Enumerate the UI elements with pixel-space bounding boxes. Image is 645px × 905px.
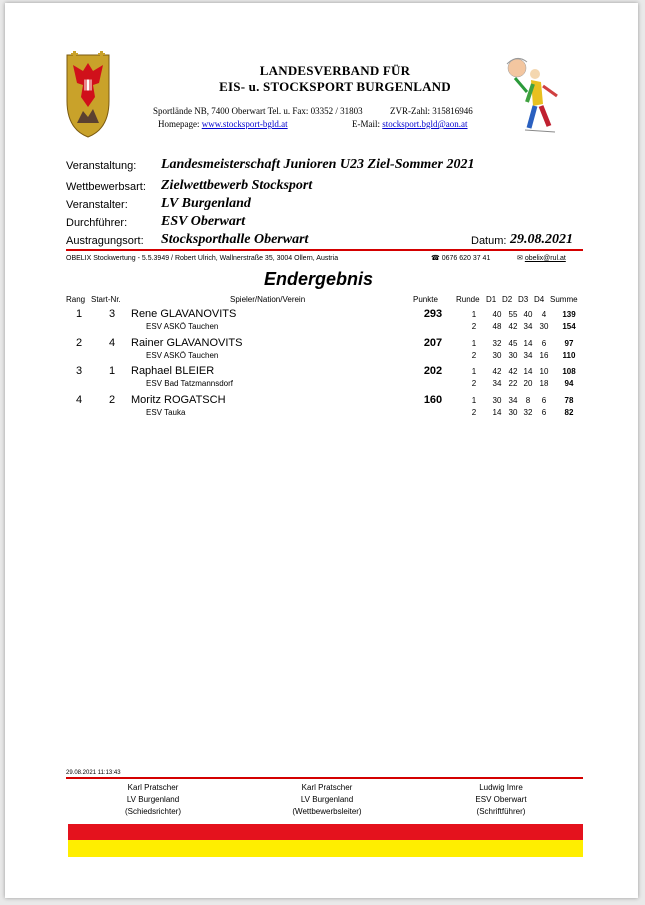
official-3 (431, 782, 571, 818)
official-org: LV Burgenland (300, 795, 354, 804)
flag-stripe-red (68, 824, 583, 840)
rank: 1 (75, 308, 83, 320)
header-email (352, 119, 468, 129)
footer-timestamp: 29.08.2021 11:13:43 (66, 770, 121, 776)
d3: 34 (523, 322, 533, 331)
round-number: 2 (471, 408, 477, 418)
col-d2: D2 (502, 295, 513, 304)
col-spieler: Spieler/Nation/Verein (230, 295, 306, 304)
player-name: Rainer GLAVANOVITS (131, 336, 243, 349)
label-austragungsort: Austragungsort: (66, 235, 144, 247)
mail-icon: ✉ (517, 255, 523, 262)
round-sum: 108 (562, 367, 576, 377)
d4: 6 (541, 396, 547, 406)
label-wettbewerbsart: Wettbewerbsart: (66, 181, 146, 193)
official-2 (257, 782, 397, 818)
homepage-link[interactable]: www.stocksport-bgld.at (201, 119, 288, 129)
total-points: 202 (423, 365, 443, 378)
start-number: 2 (108, 394, 116, 407)
player-name: Rene GLAVANOVITS (131, 308, 237, 320)
official-role: (Schiedsrichter) (124, 807, 181, 816)
header-homepage (158, 119, 288, 129)
d1: 42 (492, 367, 502, 377)
col-start: Start-Nr. (91, 295, 121, 304)
col-d4: D4 (534, 295, 545, 304)
d1: 48 (492, 322, 502, 331)
value-datum: 29.08.2021 (510, 232, 573, 247)
flag-stripe-yellow (68, 840, 583, 857)
d4: 10 (539, 367, 549, 377)
label-veranstaltung: Veranstaltung: (66, 160, 137, 172)
rank: 3 (75, 365, 83, 378)
phone-icon: ☎ (431, 255, 440, 262)
round-sum: 139 (562, 310, 576, 319)
value-veranstalter: LV Burgenland (161, 196, 251, 211)
stocksport-player-icon (497, 52, 579, 138)
email-label: E-Mail: (352, 119, 380, 129)
results-title: Endergebnis (264, 269, 374, 289)
player-club: ESV Bad Tatzmannsdorf (146, 379, 234, 389)
col-summe: Summe (550, 295, 578, 304)
round-number: 2 (471, 322, 477, 331)
total-points: 160 (423, 394, 443, 407)
d4: 18 (539, 379, 549, 389)
divider-line (66, 249, 583, 251)
header-title-line2: EIS- u. STOCKSPORT BURGENLAND (219, 79, 451, 94)
official-role: (Wettbewerbsleiter) (292, 807, 362, 816)
round-sum: 110 (562, 350, 576, 360)
official-1 (83, 782, 223, 818)
player-name: Moritz ROGATSCH (131, 394, 226, 407)
round-number: 1 (471, 367, 477, 377)
header-address: Sportlände NB, 7400 Oberwart Tel. u. Fax: 03352 / 31803 (153, 106, 363, 116)
burgenland-crest-icon (65, 49, 111, 139)
value-veranstaltung: Landesmeisterschaft Junioren U23 Ziel-Sommer 2021 (161, 157, 475, 172)
player-name: Raphael BLEIER (131, 365, 215, 378)
d2: 22 (508, 379, 518, 389)
col-runde: Runde (456, 295, 480, 304)
d2: 30 (508, 408, 518, 418)
document-page (5, 3, 638, 898)
d3: 20 (523, 379, 533, 389)
homepage-label: Homepage: (158, 119, 200, 129)
round-sum: 97 (564, 338, 574, 348)
d2: 42 (508, 322, 518, 331)
round-number: 2 (471, 350, 477, 360)
d1: 14 (492, 408, 502, 418)
col-d1: D1 (486, 295, 497, 304)
d3: 34 (523, 350, 533, 360)
round-number: 1 (471, 396, 477, 406)
round-number: 1 (471, 338, 477, 348)
d3: 14 (523, 338, 533, 348)
official-name: Ludwig Imre (479, 783, 523, 792)
player-club: ESV ASKÖ Tauchen (146, 322, 219, 331)
round-number: 2 (471, 379, 477, 389)
start-number: 4 (108, 336, 116, 349)
software-phone (431, 254, 490, 262)
d2: 30 (508, 350, 518, 360)
d1: 32 (492, 338, 502, 348)
email-link[interactable]: stocksport.bgld@aon.at (382, 119, 468, 129)
official-name: Karl Pratscher (301, 783, 353, 792)
player-club: ESV Tauka (146, 408, 186, 418)
software-email (517, 254, 566, 262)
d3: 8 (525, 396, 531, 406)
start-number: 3 (108, 308, 116, 320)
label-veranstalter: Veranstalter: (66, 199, 128, 211)
d3: 32 (523, 408, 533, 418)
label-datum: Datum: (471, 235, 507, 247)
value-durchfuehrer: ESV Oberwart (161, 214, 246, 229)
player-club: ESV ASKÖ Tauchen (146, 350, 219, 360)
round-sum: 154 (562, 322, 576, 331)
round-sum: 82 (564, 408, 574, 418)
start-number: 1 (108, 365, 116, 378)
round-sum: 78 (564, 396, 574, 406)
d1: 30 (492, 350, 502, 360)
rank: 2 (75, 336, 83, 349)
d2: 45 (508, 338, 518, 348)
total-points: 293 (423, 308, 443, 320)
header-title-line1: LANDESVERBAND FÜR (259, 63, 411, 78)
official-org: ESV Oberwart (475, 795, 527, 804)
d4: 16 (539, 350, 549, 360)
d1: 40 (492, 310, 502, 319)
d4: 30 (539, 322, 549, 331)
col-rang: Rang (66, 295, 86, 304)
official-name: Karl Pratscher (127, 783, 179, 792)
round-number: 1 (471, 310, 477, 319)
software-info: OBELIX Stockwertung - 5.5.3949 / Robert Ulrich, Wallnerstraße 35, 3004 Ollern, Austria (66, 255, 339, 262)
d2: 42 (508, 367, 518, 377)
d4: 6 (541, 408, 547, 418)
round-sum: 94 (564, 379, 574, 389)
d1: 34 (492, 379, 502, 389)
d4: 6 (541, 338, 547, 348)
header-zvr: ZVR-Zahl: 315816946 (390, 106, 473, 116)
col-d3: D3 (518, 295, 529, 304)
rank: 4 (75, 394, 83, 407)
d2: 34 (508, 396, 518, 406)
software-email-link[interactable]: obelix@rul.at (524, 255, 566, 262)
phone-number: 0676 620 37 41 (441, 255, 491, 262)
official-role: (Schriftführer) (476, 807, 526, 816)
footer-divider (66, 777, 583, 779)
d1: 30 (492, 396, 502, 406)
d2: 55 (508, 310, 518, 319)
d3: 14 (523, 367, 533, 377)
official-org: LV Burgenland (126, 795, 180, 804)
d4: 4 (541, 310, 547, 319)
label-durchfuehrer: Durchführer: (66, 217, 128, 229)
col-punkte: Punkte (413, 295, 438, 304)
value-wettbewerbsart: Zielwettbewerb Stocksport (161, 178, 313, 193)
value-austragungsort: Stocksporthalle Oberwart (161, 232, 309, 247)
total-points: 207 (423, 336, 443, 349)
d3: 40 (523, 310, 533, 319)
